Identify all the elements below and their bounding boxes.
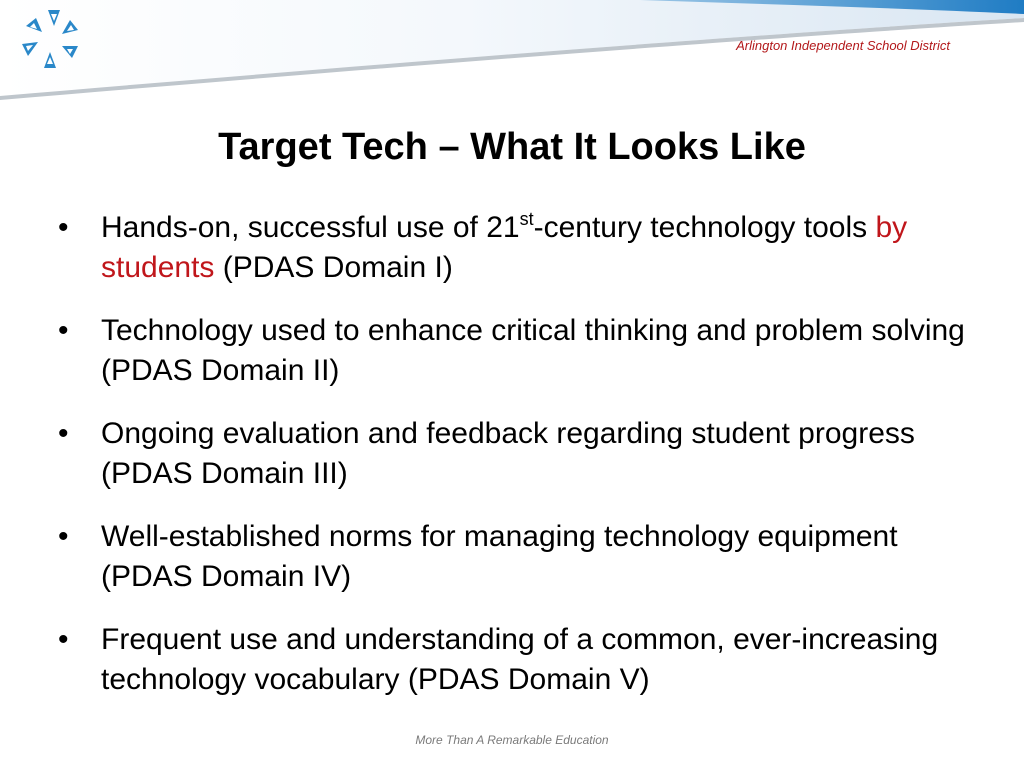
bullet-item	[56, 517, 986, 597]
bullet-marker: •	[58, 211, 69, 244]
bullet-item	[56, 208, 986, 288]
bullet-text: Ongoing evaluation and feedback regarding student progress (PDAS Domain III)	[101, 417, 915, 490]
bullet-text: -century technology tools	[533, 211, 876, 244]
organization-name: Arlington Independent School District	[736, 38, 950, 53]
header-swoosh	[0, 0, 1024, 110]
bullet-text: (PDAS Domain I)	[214, 251, 453, 284]
bullet-text: Hands-on, successful use of 21	[101, 211, 520, 244]
bullet-item	[56, 620, 986, 700]
bullet-item	[56, 414, 986, 494]
bullet-text: Technology used to enhance critical thinking and problem solving (PDAS Domain II)	[101, 314, 965, 387]
bullet-marker: •	[58, 417, 69, 450]
bullet-item	[56, 311, 986, 391]
bullet-list	[56, 208, 986, 723]
superscript-text: st	[519, 209, 534, 229]
star-logo-icon	[18, 6, 86, 74]
highlighted-text: by students	[101, 211, 908, 284]
footer-tagline: More Than A Remarkable Education	[415, 733, 609, 747]
bullet-marker: •	[58, 314, 69, 347]
bullet-text: Frequent use and understanding of a common, ever-increasing technology vocabulary (PDAS Domain V)	[101, 623, 939, 696]
slide-title: Target Tech – What It Looks Like	[218, 126, 806, 168]
bullet-marker: •	[58, 520, 69, 553]
bullet-text: Well-established norms for managing technology equipment (PDAS Domain IV)	[101, 520, 898, 593]
bullet-marker: •	[58, 623, 69, 656]
